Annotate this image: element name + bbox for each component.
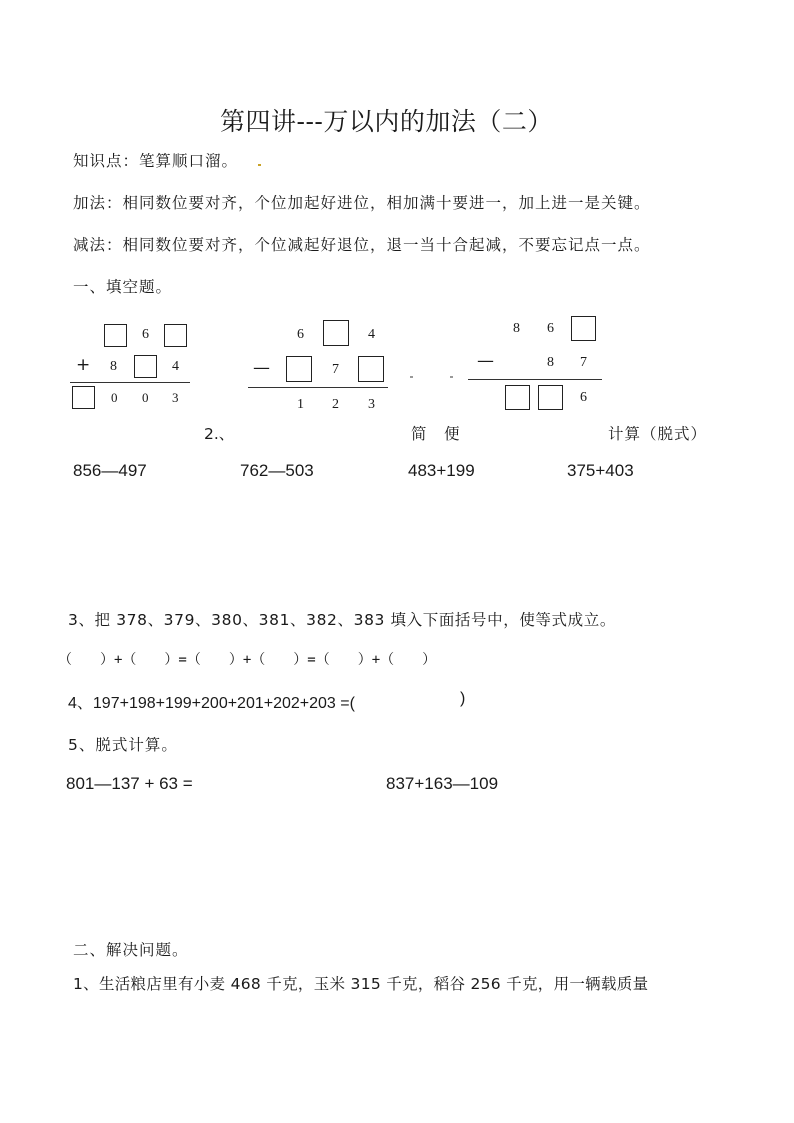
- subtraction-rule: 减法：相同数位要对齐，个位减起好退位，退一当十合起减，不要忘记点一点。: [73, 236, 651, 254]
- question-2-number: 2.、: [204, 425, 235, 443]
- addition-rule: 加法：相同数位要对齐，个位加起好进位，相加满十要进一，加上进一是关键。: [73, 194, 651, 212]
- divider-line: [248, 387, 388, 388]
- page-title: 第四讲---万以内的加法（二）: [220, 107, 553, 136]
- blank-box[interactable]: [286, 356, 312, 382]
- decorative-dot: [410, 376, 413, 378]
- question-5-expression-2: 837+163—109: [386, 774, 499, 793]
- plus-sign: +: [76, 355, 91, 375]
- digit: 7: [580, 355, 587, 370]
- knowledge-heading: 知识点：笔算顺口溜。: [73, 152, 239, 170]
- decorative-dot: [450, 376, 453, 378]
- question-3-text: 3、把 378、379、380、381、382、383 填入下面括号中，使等式成立。: [68, 611, 616, 629]
- blank-box[interactable]: [358, 356, 384, 382]
- question-4-close-paren: ): [460, 690, 466, 707]
- blank-box[interactable]: [571, 316, 596, 341]
- digit: 6: [297, 327, 304, 342]
- minus-sign: —: [253, 358, 270, 378]
- question-4-expression: 4、197+198+199+200+201+202+203 =(: [68, 695, 355, 712]
- expression: 856—497: [73, 461, 147, 480]
- blank-box[interactable]: [323, 320, 349, 346]
- blank-box[interactable]: [505, 385, 530, 410]
- digit: 4: [172, 359, 179, 374]
- expression: 483+199: [408, 461, 475, 480]
- digit: 8: [513, 321, 520, 336]
- section-heading-fill-blanks: 一、填空题。: [73, 278, 173, 296]
- digit: 8: [547, 355, 554, 370]
- digit: 0: [111, 390, 118, 405]
- digit: 6: [547, 321, 554, 336]
- divider-line: [468, 379, 602, 380]
- digit: 2: [332, 397, 339, 412]
- digit: 3: [172, 390, 179, 405]
- blank-box[interactable]: [134, 355, 157, 378]
- question-2-word-1: 简 便: [411, 425, 461, 443]
- expression: 375+403: [567, 461, 634, 480]
- blank-box[interactable]: [538, 385, 563, 410]
- digit: 4: [368, 327, 375, 342]
- digit: 0: [142, 390, 149, 405]
- blank-box[interactable]: [72, 386, 95, 409]
- divider-line: [70, 382, 190, 383]
- question-5-expression-1: 801—137 + 63 =: [66, 774, 193, 793]
- expression: 762—503: [240, 461, 314, 480]
- blank-box[interactable]: [164, 324, 187, 347]
- digit: 8: [110, 359, 117, 374]
- section-heading-problems: 二、解决问题。: [73, 941, 189, 959]
- question-2-word-2: 计算（脱式）: [608, 425, 708, 443]
- digit: 1: [297, 397, 304, 412]
- digit: 3: [368, 397, 375, 412]
- problem-1-text: 1、生活粮店里有小麦 468 千克，玉米 315 千克，稻谷 256 千克，用一辆载质量: [73, 975, 649, 993]
- digit: 6: [142, 327, 149, 342]
- question-3-equation: （ ）+（ ）=（ ）+（ ）=（ ）+（ ）: [58, 652, 437, 668]
- digit: 7: [332, 362, 339, 377]
- decorative-dot: [258, 164, 261, 166]
- blank-box[interactable]: [104, 324, 127, 347]
- question-5-heading: 5、脱式计算。: [68, 736, 178, 754]
- minus-sign: —: [477, 351, 494, 371]
- digit: 6: [580, 390, 587, 405]
